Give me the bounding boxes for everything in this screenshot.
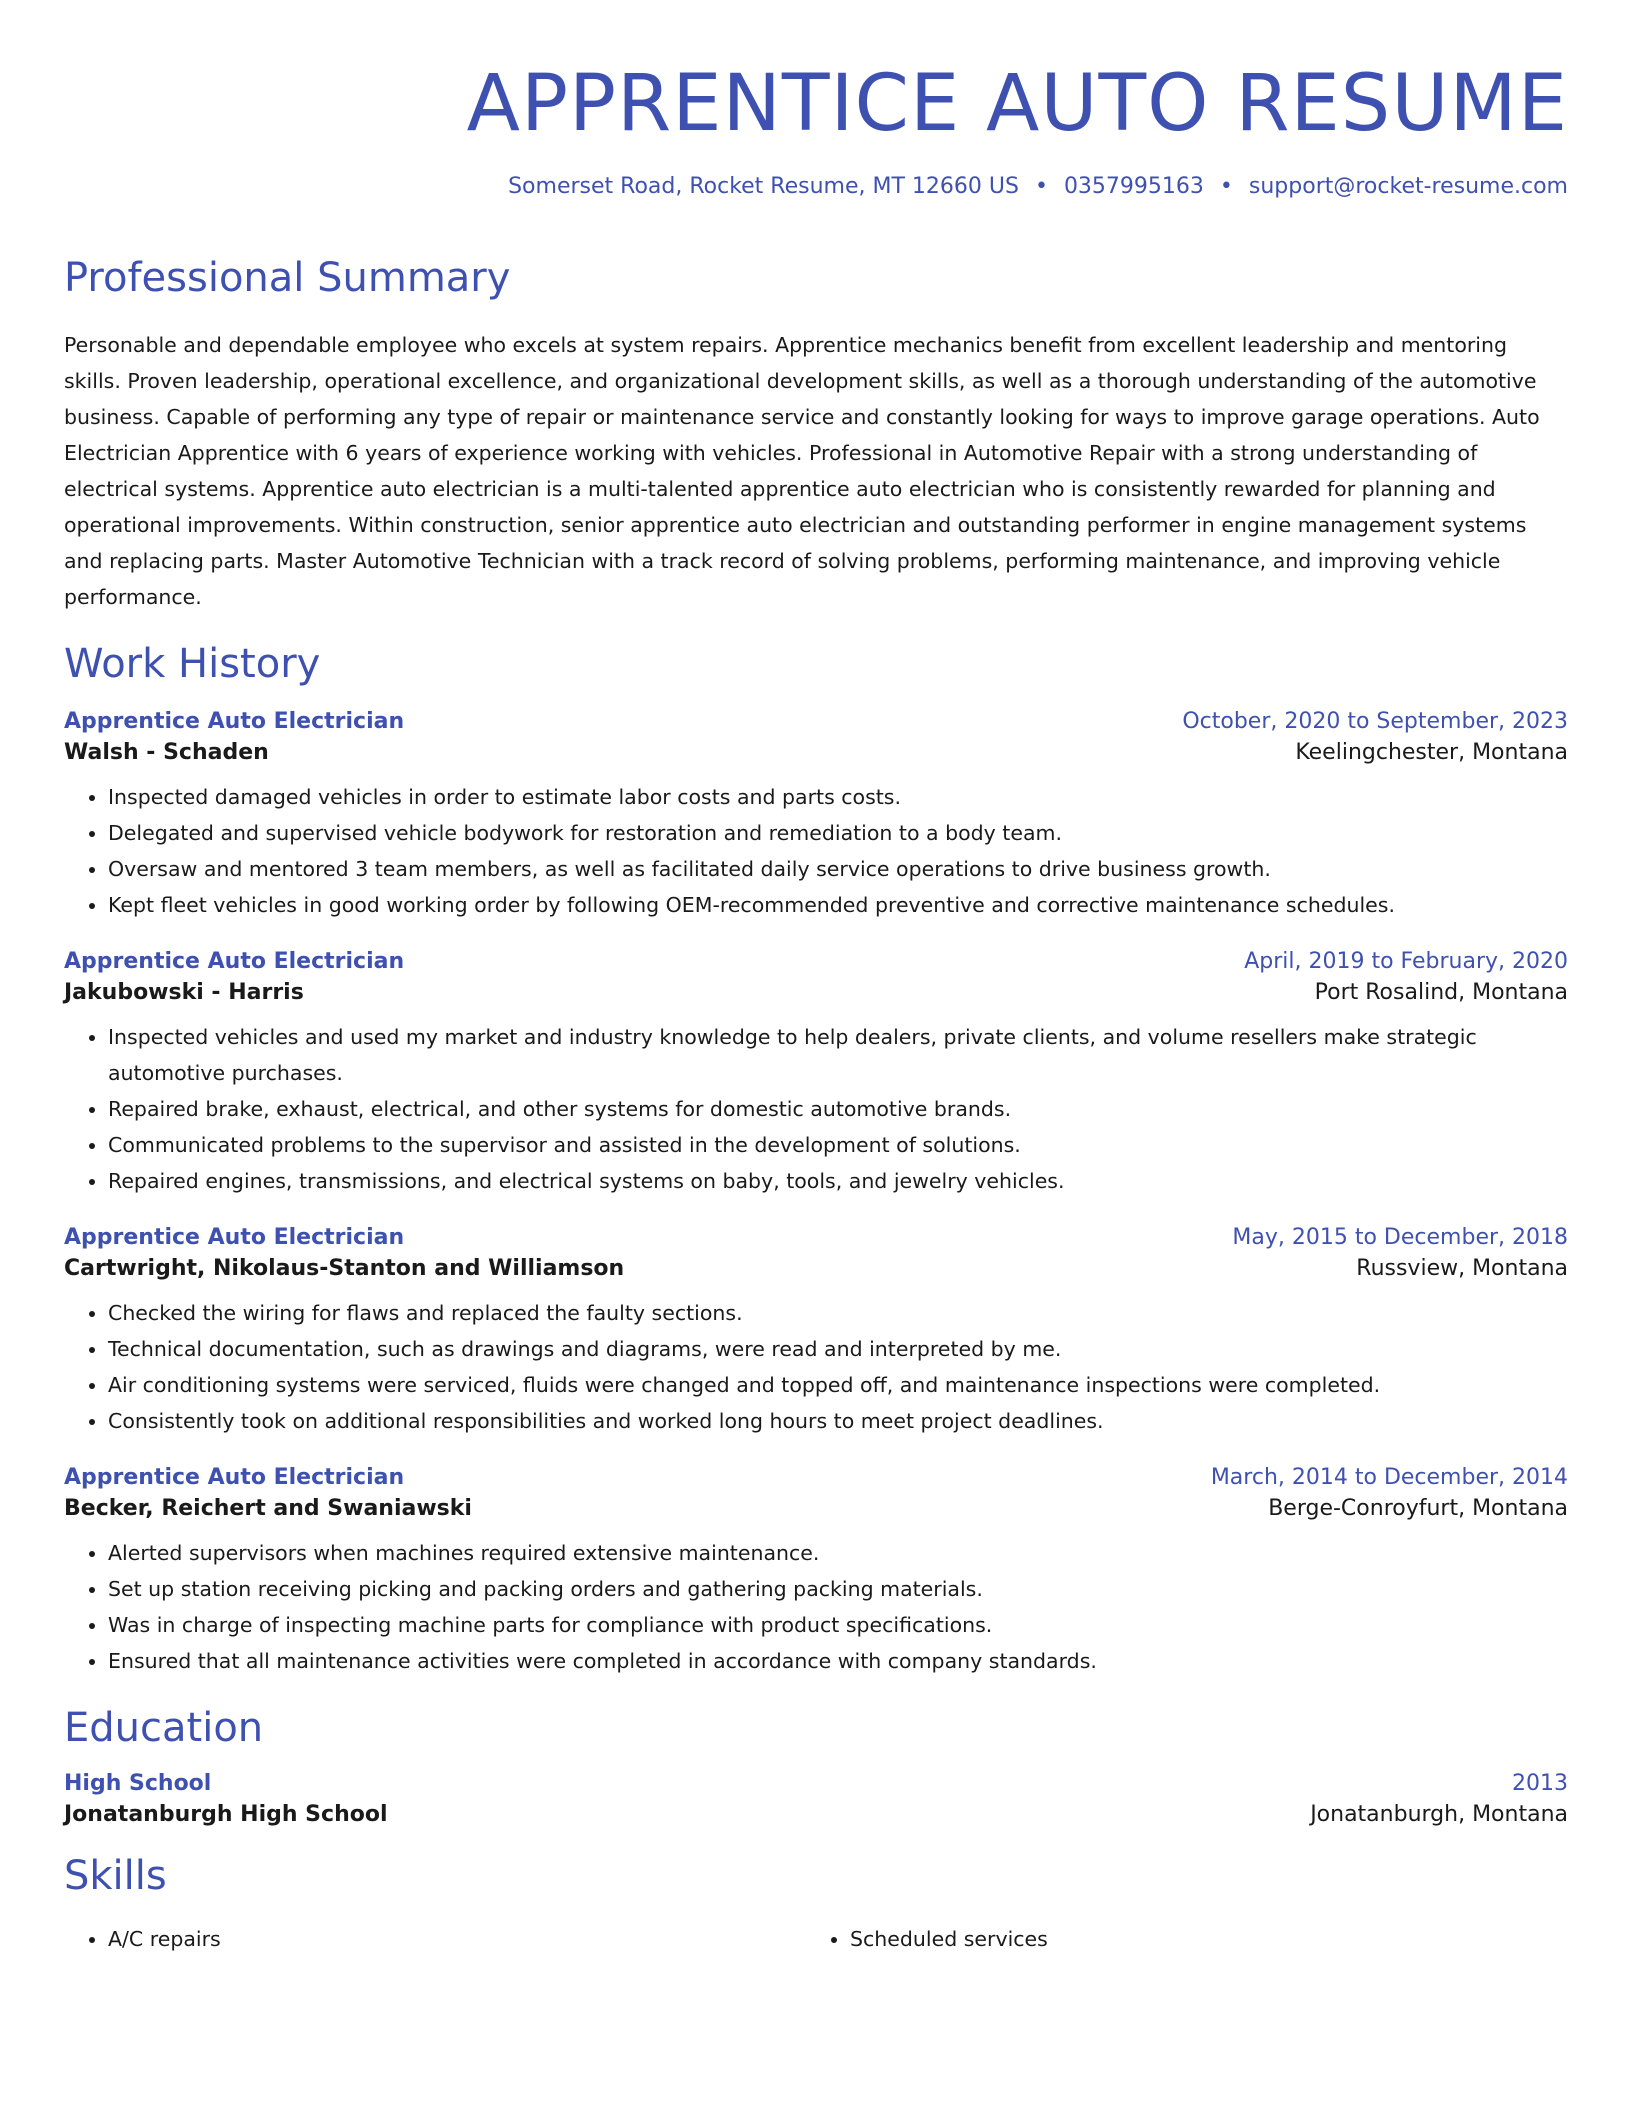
separator-dot: • [1034,174,1048,199]
job-company: Jakubowski - Harris [64,980,304,1005]
contact-phone[interactable]: 0357995163 [1063,174,1204,199]
education-location: Jonatanburgh, Montana [1310,1802,1568,1827]
work-history-heading: Work History [64,641,321,687]
job-entry [64,1225,1568,1439]
skills-column-left [64,1921,806,1957]
job-entry [64,949,1568,1199]
job-bullet: • Air conditioning systems were serviced, fluids were changed and topped off, and maintenance inspections were completed. [108,1367,1568,1403]
skills-heading: Skills [64,1853,167,1899]
summary-text: Personable and dependable employee who excels at system repairs. Apprentice mechanics benefit from excellent leadership and mentoring skills. Proven leadership, operational excellence, and organizational development skills, as well as a thorough understanding of the automotive business. Capable of performing any type of repair or maintenance service and constantly looking for ways to improve garage operations. Auto Electrician Apprentice with 6 years of experience working with vehicles. Professional in Automotive Repair with a strong understanding of electrical systems. Apprentice auto electrician is a multi-talented apprentice auto electrician who is consistently rewarded for planning and operational improvements. Within construction, senior apprentice auto electrician and outstanding performer in engine management systems and replacing parts. Master Automotive Technician with a track record of solving problems, performing maintenance, and improving vehicle performance. [64,333,1540,609]
education-year: 2013 [1512,1771,1568,1796]
job-role: Apprentice Auto Electrician [64,709,405,734]
job-role: Apprentice Auto Electrician [64,1225,405,1250]
job-bullet: • Set up station receiving picking and packing orders and gathering packing materials. [108,1571,1568,1607]
job-bullet: • Repaired engines, transmissions, and electrical systems on baby, tools, and jewelry vehicles. [108,1163,1568,1199]
education-entry [64,1771,1568,1827]
job-bullet: • Ensured that all maintenance activities were completed in accordance with company standards. [108,1643,1568,1679]
job-dates: March, 2014 to December, 2014 [1210,1465,1568,1490]
separator-dot: • [1219,174,1233,199]
job-dates: October, 2020 to September, 2023 [1182,709,1568,734]
summary-heading: Professional Summary [64,255,511,301]
job-entry [64,709,1568,923]
job-entry [64,1465,1568,1679]
job-bullet: • Alerted supervisors when machines required extensive maintenance. [108,1535,1568,1571]
job-dates: April, 2019 to February, 2020 [1244,949,1568,974]
job-bullet: • Repaired brake, exhaust, electrical, and other systems for domestic automotive brands. [108,1091,1568,1127]
job-location: Port Rosalind, Montana [1314,980,1568,1005]
contact-address: Somerset Road, Rocket Resume, MT 12660 US [508,174,1019,199]
skill-item: • A/C repairs [108,1921,806,1957]
job-role: Apprentice Auto Electrician [64,949,405,974]
job-bullet: • Checked the wiring for flaws and replaced the faulty sections. [108,1295,1568,1331]
skill-item: • Scheduled services [850,1921,1548,1957]
job-bullet: • Kept fleet vehicles in good working order by following OEM-recommended preventive and corrective maintenance schedules. [108,887,1568,923]
job-bullets [64,1295,1568,1439]
job-bullet: • Delegated and supervised vehicle bodywork for restoration and remediation to a body team. [108,815,1568,851]
job-company: Walsh - Schaden [64,740,269,765]
job-dates: May, 2015 to December, 2018 [1232,1225,1568,1250]
job-location: Russview, Montana [1356,1256,1568,1281]
skills-column-right [806,1921,1548,1957]
education-degree: High School [64,1771,212,1796]
job-bullet: • Communicated problems to the supervisor and assisted in the development of solutions. [108,1127,1568,1163]
contact-email[interactable]: support@rocket-resume.com [1248,174,1568,199]
job-bullets [64,779,1568,923]
job-location: Keelingchester, Montana [1295,740,1568,765]
job-company: Cartwright, Nikolaus-Stanton and Williamson [64,1256,625,1281]
job-role: Apprentice Auto Electrician [64,1465,405,1490]
job-company: Becker, Reichert and Swaniawski [64,1496,472,1521]
resume-page [64,0,1568,1957]
work-history-list [64,709,1568,1679]
job-location: Berge-Conroyfurt, Montana [1268,1496,1568,1521]
resume-title: APPRENTICE AUTO RESUME [466,59,1568,149]
contact-line [64,174,1568,199]
job-bullet: • Inspected damaged vehicles in order to estimate labor costs and parts costs. [108,779,1568,815]
job-bullet: • Technical documentation, such as drawings and diagrams, were read and interpreted by me. [108,1331,1568,1367]
job-bullet: • Consistently took on additional responsibilities and worked long hours to meet project deadlines. [108,1403,1568,1439]
skills-grid [64,1921,1568,1957]
job-bullet: • Oversaw and mentored 3 team members, as well as facilitated daily service operations to drive business growth. [108,851,1568,887]
job-bullets [64,1019,1568,1199]
education-heading: Education [64,1705,264,1751]
job-bullets [64,1535,1568,1679]
education-school: Jonatanburgh High School [64,1802,388,1827]
job-bullet: • Was in charge of inspecting machine parts for compliance with product specifications. [108,1607,1568,1643]
job-bullet: • Inspected vehicles and used my market and industry knowledge to help dealers, private clients, and volume resellers make strategic automotive purchases. [108,1019,1568,1091]
